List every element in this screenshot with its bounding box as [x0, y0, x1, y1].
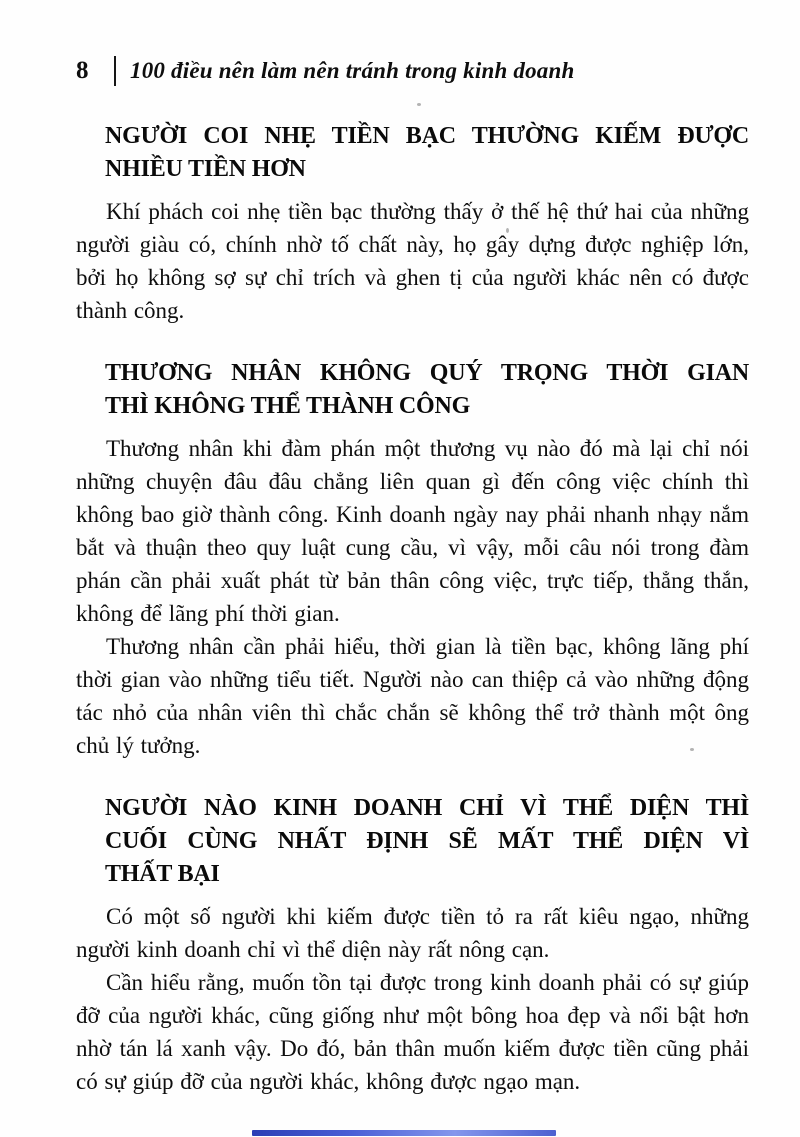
- page-number: 8: [76, 57, 89, 84]
- section-heading: [105, 792, 749, 891]
- paragraph: Có một số người khi kiếm được tiền tỏ ra rất kiêu ngạo, những người kinh doanh chỉ vì thể diện này rất nông cạn.: [76, 904, 749, 962]
- section-time: [76, 357, 749, 762]
- scan-artifact-bar: [252, 1130, 556, 1136]
- page-header: [76, 54, 749, 88]
- paragraph: Thương nhân khi đàm phán một thương vụ nào đó mà lại chỉ nói những chuyện đâu đâu chẳng liên quan gì đến công việc chính thì không bao giờ thành công. Kinh doanh ngày nay phải nhanh nhạy nắm bắt và thuận theo quy luật cung cầu, vì vậy, mỗi câu nói trong đàm phán cần phải xuất phát từ bản thân công việc, trực tiếp, thẳng thắn, không để lãng phí thời gian.: [76, 436, 749, 626]
- heading-line: NHIỀU TIỀN HƠN: [105, 156, 306, 182]
- heading-line: NGƯỜI NÀO KINH DOANH CHỈ VÌ THỂ DIỆN THÌ: [105, 795, 749, 821]
- scan-speck: [690, 748, 694, 751]
- section-heading: [105, 357, 749, 423]
- heading-line: NGƯỜI COI NHẸ TIỀN BẠC THƯỜNG KIẾM ĐƯỢC: [105, 123, 749, 149]
- heading-line: THẤT BẠI: [105, 861, 220, 887]
- heading-line: THƯƠNG NHÂN KHÔNG QUÝ TRỌNG THỜI GIAN: [105, 360, 749, 386]
- heading-line: THÌ KHÔNG THỂ THÀNH CÔNG: [105, 393, 471, 419]
- running-title: 100 điều nên làm nên tránh trong kinh doanh: [130, 58, 575, 83]
- heading-line: CUỐI CÙNG NHẤT ĐỊNH SẼ MẤT THỂ DIỆN VÌ: [105, 828, 749, 854]
- scan-speck: [417, 103, 421, 106]
- section-face: [76, 792, 749, 1098]
- scan-speck: [506, 228, 509, 233]
- paragraph: Khí phách coi nhẹ tiền bạc thường thấy ở thế hệ thứ hai của những người giàu có, chính nhờ tố chất này, họ gây dựng được nghiệp lớn, bởi họ không sợ sự chỉ trích và ghen tị của người khác nên có được thành công.: [76, 199, 749, 323]
- paragraph: Thương nhân cần phải hiểu, thời gian là tiền bạc, không lãng phí thời gian vào những tiểu tiết. Người nào can thiệp cả vào những động tác nhỏ của nhân viên thì chắc chắn sẽ không thể trở thành một ông chủ lý tưởng.: [76, 634, 749, 758]
- section-heading: [105, 120, 749, 186]
- paragraph: Cần hiểu rằng, muốn tồn tại được trong kinh doanh phải có sự giúp đỡ của người khác, cũng giống như một bông hoa đẹp và nổi bật hơn nhờ tán lá xanh vậy. Do đó, bản thân muốn kiếm được tiền cũng phải có sự giúp đỡ của người khác, không được ngạo mạn.: [76, 970, 749, 1094]
- header-divider: [114, 56, 116, 86]
- section-money: [76, 120, 749, 327]
